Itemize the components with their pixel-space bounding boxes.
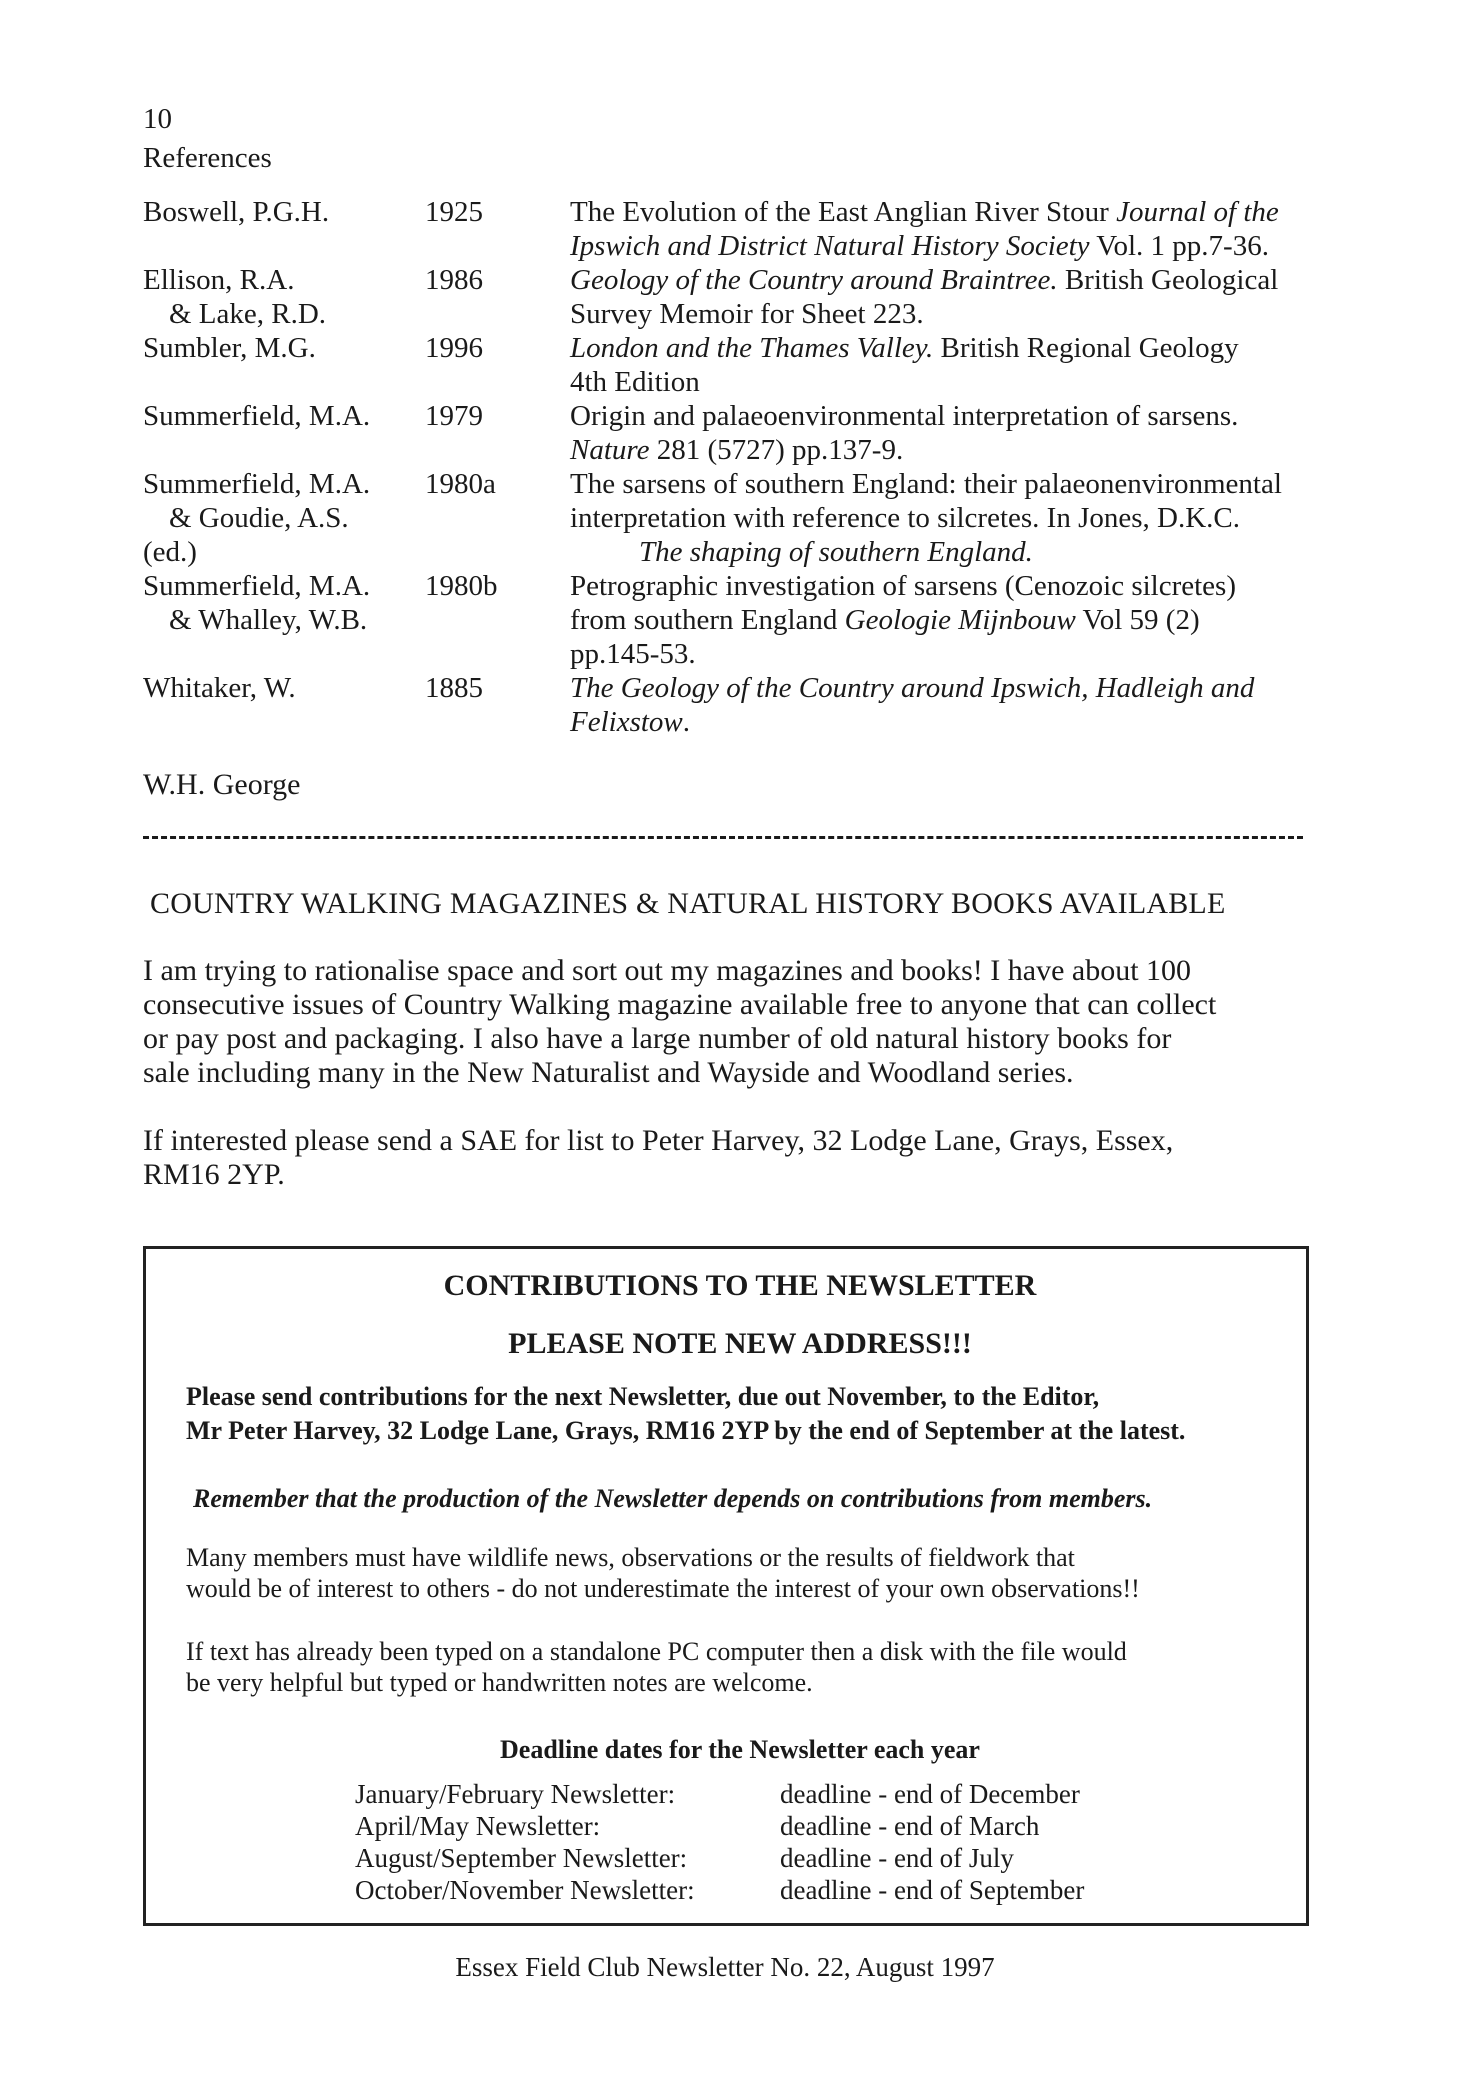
- reference-citation: Petrographic investigation of sarsens (Cenozoic silcretes) from southern England Geologie Mijnbouw Vol 59 (2) pp.145-53.: [570, 570, 1236, 670]
- reference-citation: Origin and palaeoenvironmental interpretation of sarsens. Nature 281 (5727) pp.137-9.: [570, 400, 1239, 466]
- author-signoff: W.H. George: [143, 768, 301, 801]
- reference-citation: Geology of the Country around Braintree. British Geological Survey Memoir for Sheet 223.: [570, 264, 1279, 330]
- newsletter-page: 10 References Boswell, P.G.H. 1925 The Evolution of the East Anglian River Stour Journal of the Ipswich and District Natural History Society Vol. 1 pp.7-36. Ellison, R.A. & Lake, R.D. 1986 Geology of the Country around Braintree. British Geological Survey Memoir for Sheet 223. Sumbler, M.G. 1996 London and the Thames Valley. British Regional Geology 4th Edition Summerfield, M.A. 1979 Origin and palaeoenvironmental interpretation of sarsens. Nature 281 (5727) pp.137-9. Summerfield, M.A. & Goudie, A.S. (ed.) 1980a The sarsens of southern England: their palaeonenvironmental interpretation with reference to silcretes. In Jones, D.K.C. The shaping of southern England. Summerfield, M.A. & Whalley, W.B. 1980b Petrographic investigation of sarsens (Cenozoic silcretes) from southern England Geologie Mijnbouw Vol 59 (2) pp.145-53. Whitaker, W. 1885 The Geology of the Country around Ipswich, Hadleigh and Felixstow. W.H. George COUNTRY WALKING MAGAZINES & NATURAL HISTORY BOOKS AVAILABLE I am trying to rationalise space and sort out my magazines and books! I have about 100 consecutive issues of Country Walking magazine available free to anyone that can collect or pay post and packaging. I also have a large number of old natural history books for sale including many in the New Naturalist and Wayside and Woodland series. If interested please send a SAE for list to Peter Harvey, 32 Lodge Lane, Grays, Essex, RM16 2YP. CONTRIBUTIONS TO THE NEWSLETTER PLEASE NOTE NEW ADDRESS!!! Please send contributions for the next Newsletter, due out November, to the Editor, Mr Peter Harvey, 32 Lodge Lane, Grays, RM16 2YP by the end of September at the latest. Remember that the production of the Newsletter depends on contributions from members. Many members must have wildlife news, observations or the results of fieldwork that would be of interest to others - do not underestimate the interest of your own observations!! If text has already been typed on a standalone PC computer then a disk with the file would be very helpful but typed or handwritten notes are welcome. Deadline dates for the Newsletter each year January/February Newsletter: deadline - end of December April/May Newsletter: deadline - end of March August/September Newsletter: deadline - end of July October/November Newsletter: deadline - end of September Essex Field Club Newsletter No. 22, August 1997: [0, 0, 1480, 2093]
- reference-author: Summerfield, M.A.: [143, 400, 371, 432]
- advert-body: [143, 954, 1343, 1192]
- reference-author: Boswell, P.G.H.: [143, 196, 330, 228]
- contributions-intro: Please send contributions for the next Newsletter, due out November, to the Editor, Mr Peter Harvey, 32 Lodge Lane, Grays, RM16 2YP by the end of September at the latest.: [186, 1382, 1186, 1445]
- reference-citation: London and the Thames Valley. British Regional Geology 4th Edition: [570, 332, 1239, 398]
- reference-citation: The Evolution of the East Anglian River Stour Journal of the Ipswich and District Natural History Society Vol. 1 pp.7-36.: [570, 196, 1279, 262]
- reference-year: 1979: [425, 400, 483, 432]
- reference-entry: [143, 195, 1343, 263]
- contributions-heading: CONTRIBUTIONS TO THE NEWSLETTER: [443, 1269, 1037, 1302]
- page-number: 10: [143, 103, 172, 135]
- dashed-divider: [143, 836, 1303, 839]
- references-list: [143, 195, 1343, 739]
- reference-entry: [143, 671, 1343, 739]
- page-footer: Essex Field Club Newsletter No. 22, August 1997: [455, 1952, 995, 1982]
- reference-citation: The sarsens of southern England: their palaeonenvironmental interpretation with reference to silcretes. In Jones, D.K.C. The shaping of southern England.: [570, 468, 1282, 568]
- reference-year: 1980b: [425, 570, 498, 602]
- reference-entry: [143, 263, 1343, 331]
- reference-citation: The Geology of the Country around Ipswich, Hadleigh and Felixstow.: [570, 672, 1255, 738]
- advert-paragraph: I am trying to rationalise space and sort out my magazines and books! I have about 100 consecutive issues of Country Walking magazine available free to anyone that can collect or pay post and packaging. I also have a large number of old natural history books for sale including many in the New Naturalist and Wayside and Woodland series.: [143, 954, 1217, 1089]
- references-heading: References: [143, 142, 272, 174]
- reference-author: Sumbler, M.G.: [143, 332, 316, 364]
- reference-year: 1986: [425, 264, 483, 296]
- new-address-notice: PLEASE NOTE NEW ADDRESS!!!: [508, 1327, 972, 1360]
- deadline-heading: Deadline dates for the Newsletter each year: [500, 1735, 980, 1764]
- reference-entry: [143, 467, 1343, 569]
- reference-author: Summerfield, M.A. & Whalley, W.B.: [143, 570, 371, 636]
- advert-contact-paragraph: If interested please send a SAE for list to Peter Harvey, 32 Lodge Lane, Grays, Essex, RM16 2YP.: [143, 1124, 1174, 1191]
- advert-title: COUNTRY WALKING MAGAZINES & NATURAL HISTORY BOOKS AVAILABLE: [150, 887, 1226, 920]
- reference-year: 1996: [425, 332, 483, 364]
- reference-entry: [143, 331, 1343, 399]
- reference-author: Summerfield, M.A. & Goudie, A.S. (ed.): [143, 468, 371, 568]
- reference-author: Whitaker, W.: [143, 672, 296, 704]
- contributions-paragraph: Many members must have wildlife news, observations or the results of fieldwork that would be of interest to others - do not underestimate the interest of your own observations!!: [186, 1543, 1140, 1603]
- reference-entry: [143, 569, 1343, 671]
- reference-year: 1980a: [425, 468, 496, 500]
- reference-entry: [143, 399, 1343, 467]
- contributions-paragraph: If text has already been typed on a standalone PC computer then a disk with the file would be very helpful but typed or handwritten notes are welcome.: [186, 1637, 1127, 1697]
- reference-year: 1925: [425, 196, 483, 228]
- reference-author: Ellison, R.A. & Lake, R.D.: [143, 264, 327, 330]
- contributions-reminder: Remember that the production of the Newsletter depends on contributions from members.: [193, 1484, 1153, 1513]
- reference-year: 1885: [425, 672, 483, 704]
